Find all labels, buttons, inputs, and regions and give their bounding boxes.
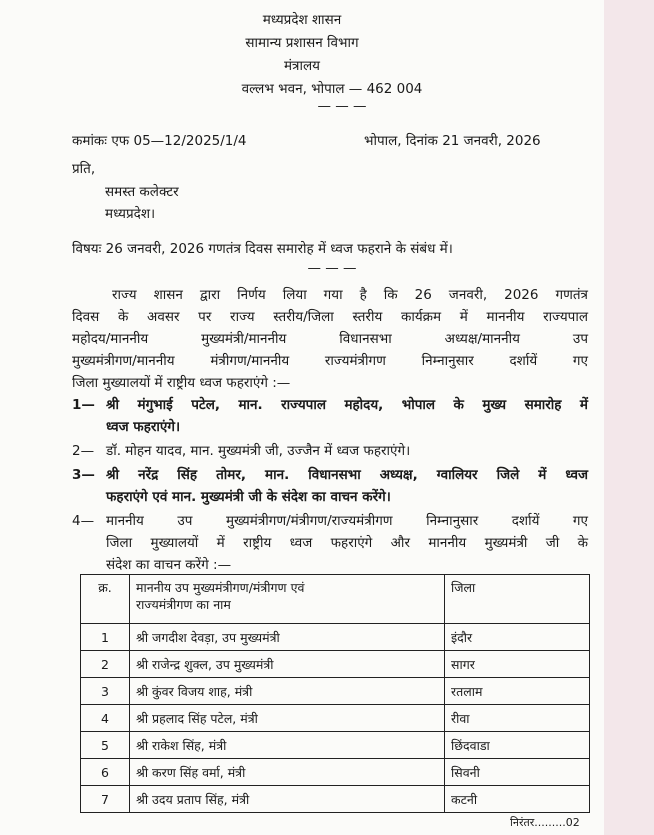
header-name-line-1: माननीय उप मुख्यमंत्रीगण/मंत्रीगण एवं [136,580,305,595]
table-header-row [81,575,590,624]
cell-sr: 2 [81,651,130,678]
cell-district: रतलाम [445,678,590,705]
table-row [81,786,590,813]
cell-district: छिंदवाडा [445,732,590,759]
item-text: संदेश का वाचन करेंगे :— [106,557,232,573]
header-name-line-2: राज्यमंत्रीगण का नाम [136,597,231,612]
table-row [81,651,590,678]
header-sr: क्र. [81,575,130,624]
cell-name: श्री प्रहलाद सिंह पटेल, मंत्री [130,705,445,732]
header-district: जिला [445,575,590,624]
body-line-2: दिवस के अवसर पर राज्य स्तरीय/जिला स्तरीय कार्यक्रम में माननीय राज्यपाल [72,309,588,325]
cell-sr: 5 [81,732,130,759]
continued-footer: निरंतर.........02 [510,816,580,829]
header-address: वल्लभ भवन, भोपाल — 462 004 [241,81,423,97]
cell-name: श्री कुंवर विजय शाह, मंत्री [130,678,445,705]
header-name [130,575,445,624]
recipient-state: मध्यप्रदेश। [105,206,156,222]
cell-district: रीवा [445,705,590,732]
header-govt: मध्यप्रदेश शासन [262,12,342,28]
item-number: 3— [72,467,95,483]
subject-dashes: — — — [307,260,357,276]
subject: विषयः 26 जनवरी, 2026 गणतंत्र दिवस समारोह में ध्वज फहराने के संबंध में। [72,241,453,257]
ref-date: भोपाल, दिनांक 21 जनवरी, 2026 [364,133,541,149]
cell-district: कटनी [445,786,590,813]
item-text: श्री मंगुभाई पटेल, मान. राज्यपाल महोदय, भोपाल के मुख्य समारोह में [106,397,588,413]
item-number: 1— [72,397,95,413]
cell-sr: 4 [81,705,130,732]
cell-sr: 1 [81,624,130,651]
header-dashes: — — — [317,98,367,114]
cell-name: श्री करण सिंह वर्मा, मंत्री [130,759,445,786]
cell-sr: 6 [81,759,130,786]
table-row [81,624,590,651]
cell-district: सागर [445,651,590,678]
item-text: श्री नरेंद्र सिंह तोमर, मान. विधानसभा अध्यक्ष, ग्वालियर जिले में ध्वज [106,467,588,483]
table-row [81,678,590,705]
cell-district: इंदौर [445,624,590,651]
table-row [81,759,590,786]
item-number: 4— [72,513,95,529]
body-line-3: महोदय/माननीय मुख्यमंत्री/माननीय विधानसभा अध्यक्ष/माननीय उप [72,331,588,347]
cell-name: श्री राकेश सिंह, मंत्री [130,732,445,759]
side-strip [604,0,654,835]
district-table [80,574,590,813]
item-text: जिला मुख्यालयों में राष्ट्रीय ध्वज फहराएंगे और माननीय मुख्यमंत्री जी के [106,535,588,551]
item-text: ध्वज फहराएंगे। [106,419,181,435]
recipient-to: समस्त कलेक्टर [105,184,179,200]
body-line-5: जिला मुख्यालयों में राष्ट्रीय ध्वज फहराएंगे :— [72,375,291,391]
item-text: डॉ. मोहन यादव, मान. मुख्यमंत्री जी, उज्जैन में ध्वज फहराएंगे। [106,443,411,459]
table-row [81,705,590,732]
cell-district: सिवनी [445,759,590,786]
body-line-4: मुख्यमंत्रीगण/माननीय मंत्रीगण/माननीय राज्यमंत्रीगण निम्नानुसार दर्शायें गए [72,353,588,369]
item-text: माननीय उप मुख्यमंत्रीगण/मंत्रीगण/राज्यमंत्रीगण निम्नानुसार दर्शायें गए [106,513,588,529]
ref-number: कमांकः एफ 05—12/2025/1/4 [72,133,247,149]
table-row [81,732,590,759]
body-line-1: राज्य शासन द्वारा निर्णय लिया गया है कि 26 जनवरी, 2026 गणतंत्र [112,287,588,303]
cell-sr: 7 [81,786,130,813]
recipient-prati: प्रति, [72,161,96,177]
item-text: फहराएंगे एवं मान. मुख्यमंत्री जी के संदेश का वाचन करेंगे। [106,489,391,505]
cell-name: श्री जगदीश देवड़ा, उप मुख्यमंत्री [130,624,445,651]
header-department: सामान्य प्रशासन विभाग [245,35,359,51]
header-ministry: मंत्रालय [283,58,320,74]
item-number: 2— [72,443,95,459]
cell-name: श्री राजेन्द्र शुक्ल, उप मुख्यमंत्री [130,651,445,678]
cell-sr: 3 [81,678,130,705]
cell-name: श्री उदय प्रताप सिंह, मंत्री [130,786,445,813]
